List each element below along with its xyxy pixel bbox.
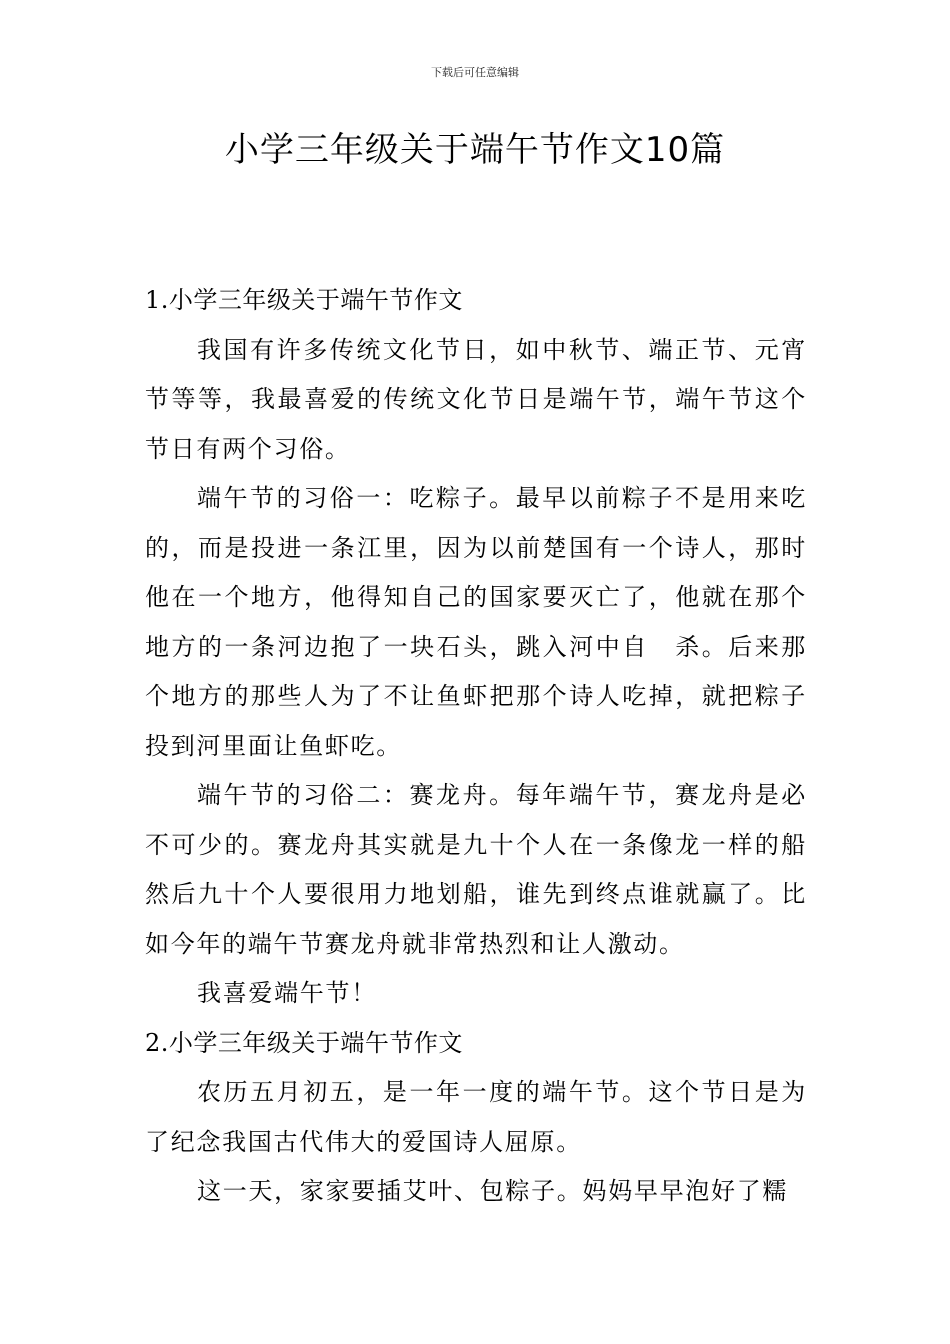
- document-title: 小学三年级关于端午节作文10篇: [224, 130, 726, 170]
- paragraph: 我喜爱端午节！: [197, 979, 377, 1007]
- paragraph: 我国有许多传统文化节日，如中秋节、端正节、元宵节等等，我最喜爱的传统文化节日是端午节，端午节这个节日有两个习俗。: [145, 335, 807, 463]
- header-note: 下载后可任意编辑: [431, 66, 519, 79]
- section-heading: 1.小学三年级关于端午节作文: [145, 286, 463, 314]
- paragraph: 这一天，家家要插艾叶、包粽子。妈妈早早泡好了糯: [197, 1177, 789, 1205]
- paragraph: 农历五月初五，是一年一度的端午节。这个节日是为了纪念我国古代伟大的爱国诗人屈原。: [145, 1078, 807, 1156]
- paragraph: 端午节的习俗二：赛龙舟。每年端午节，赛龙舟是必不可少的。赛龙舟其实就是九十个人在一条像龙一样的船然后九十个人要很用力地划船，谁先到终点谁就赢了。比如今年的端午节赛龙舟就非常热烈和让人激动。: [145, 781, 807, 958]
- document-body: [145, 276, 807, 1217]
- section-heading: 2.小学三年级关于端午节作文: [145, 1028, 463, 1057]
- paragraph: 端午节的习俗一：吃粽子。最早以前粽子不是用来吃的，而是投进一条江里，因为以前楚国有一个诗人，那时他在一个地方，他得知自己的国家要灭亡了，他就在那个地方的一条河边抱了一块石头，跳入河中自 杀。后来那个地方的那些人为了不让鱼虾把那个诗人吃掉，就把粽子投到河里面让鱼虾吃。: [145, 484, 807, 760]
